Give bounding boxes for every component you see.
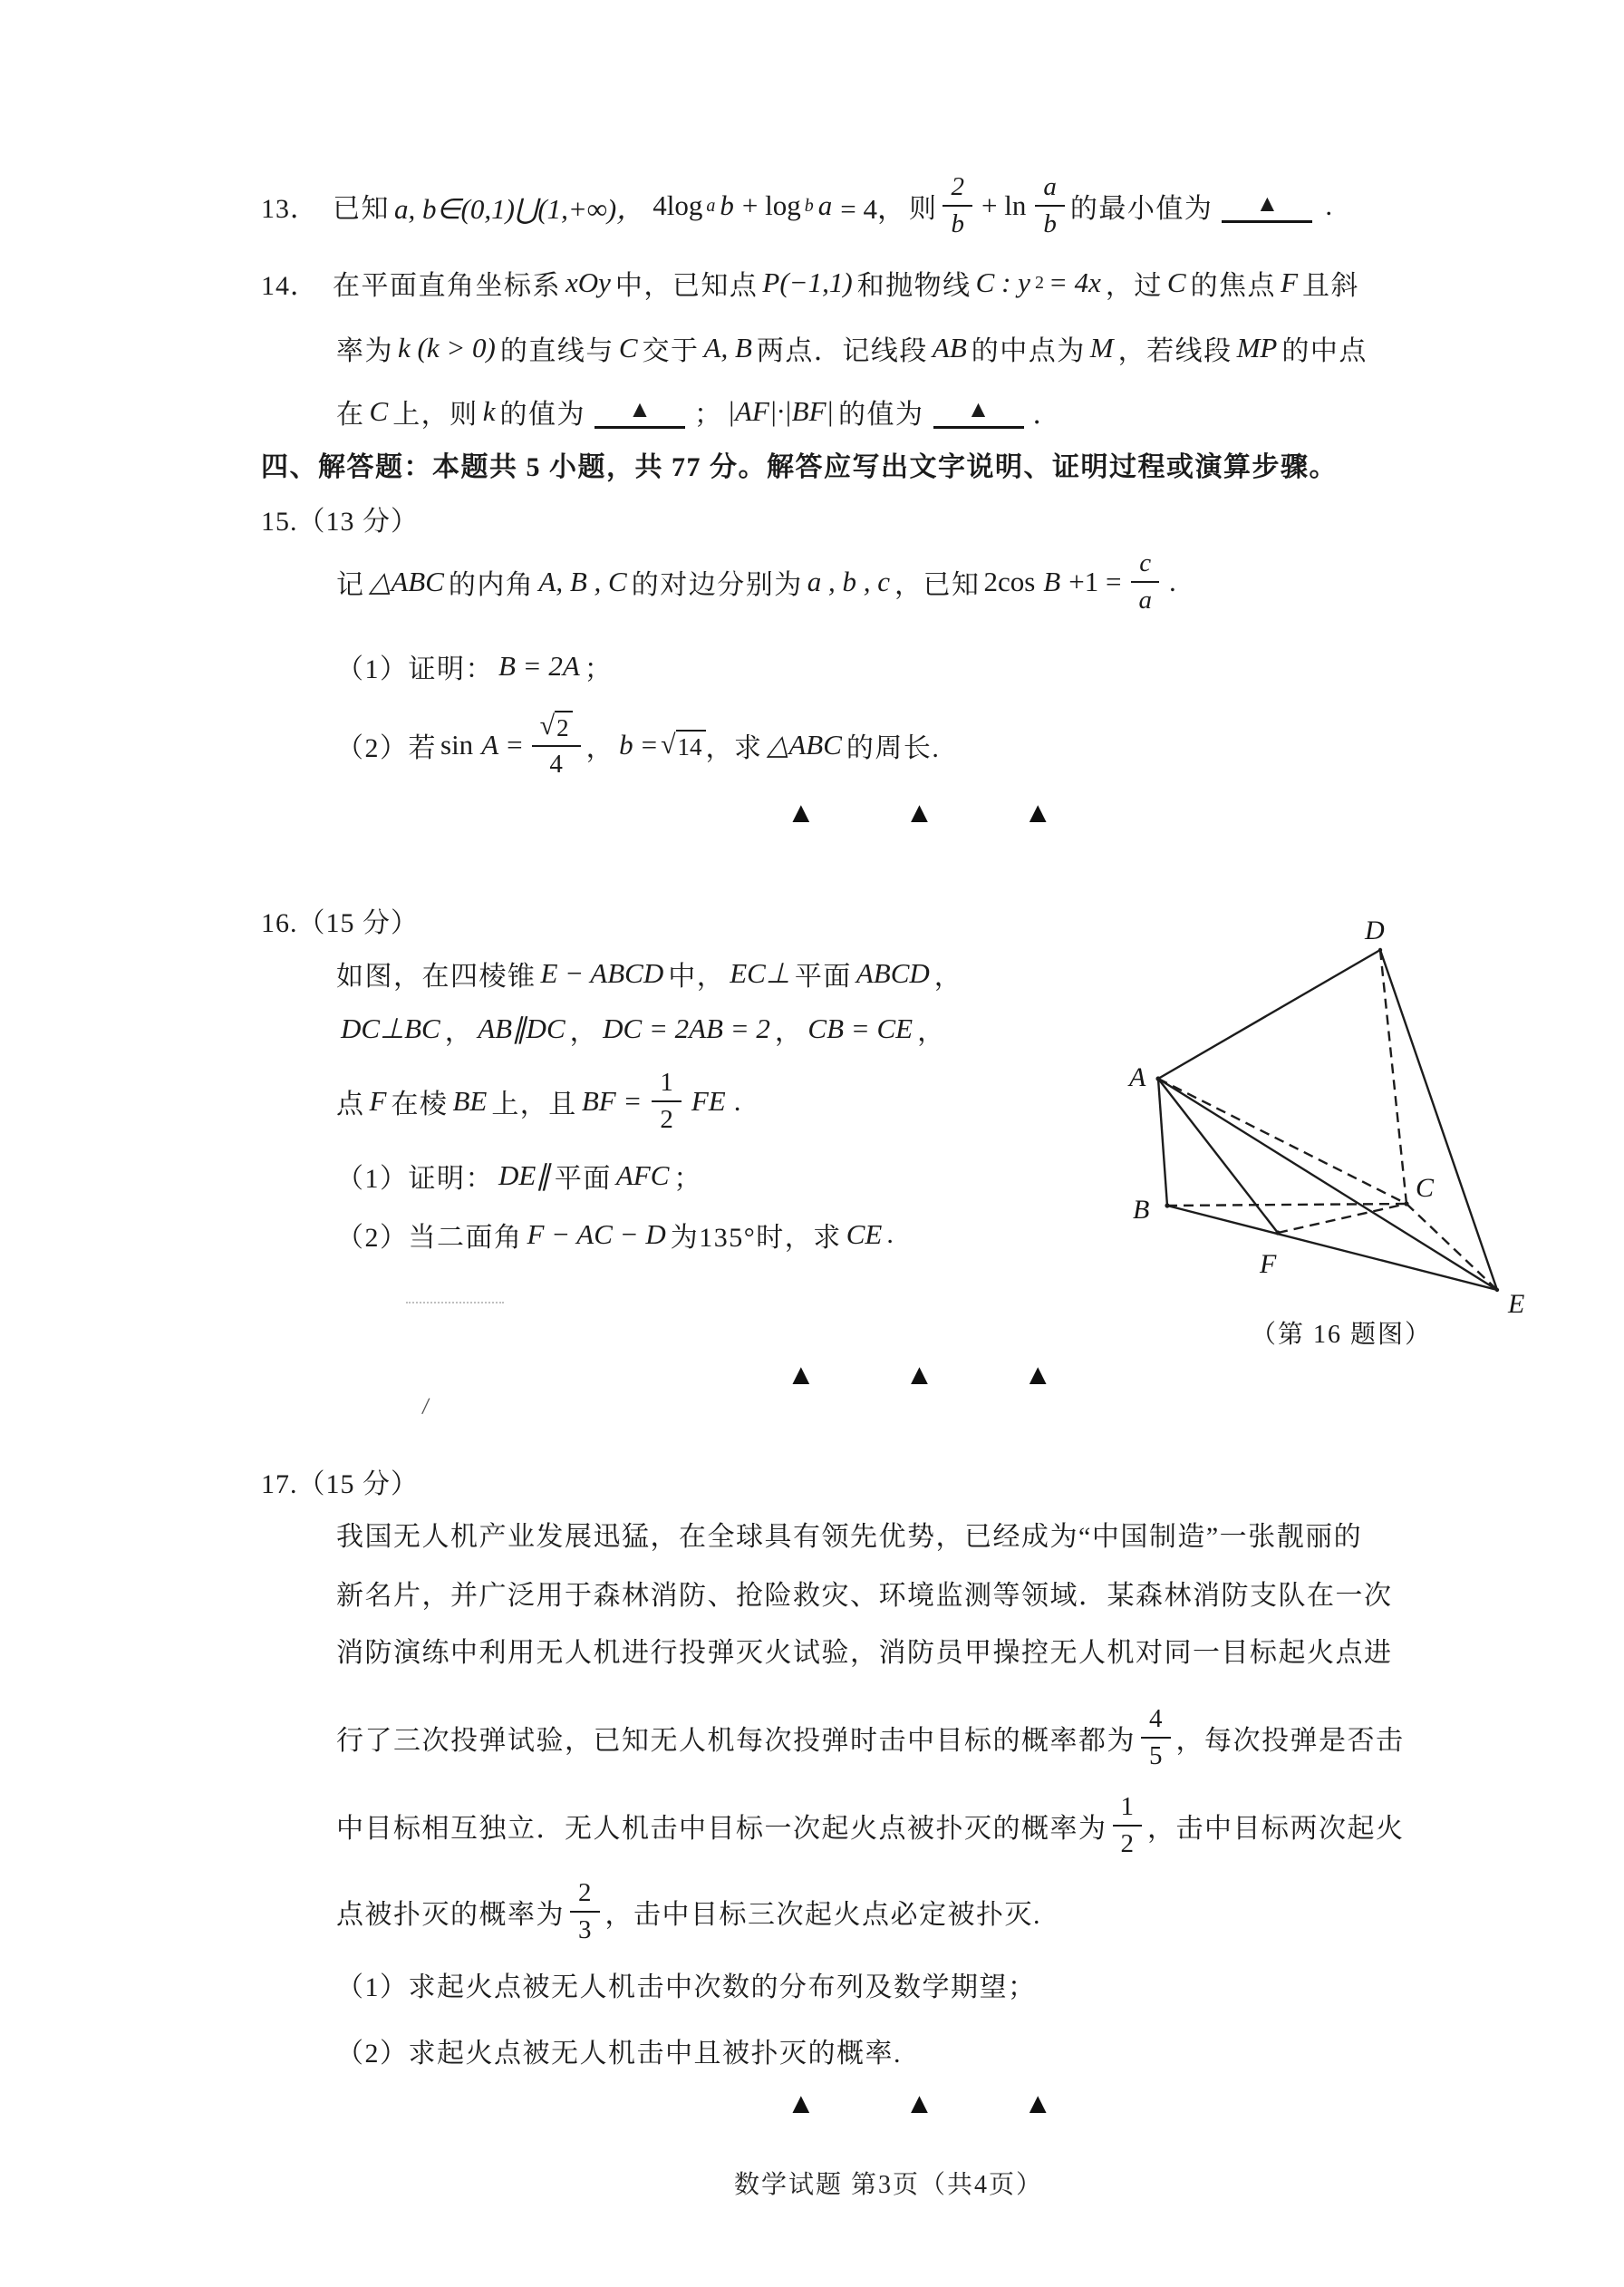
vertex-A-dot (1155, 1076, 1160, 1081)
q16-pyramid-eabcd: E − ABCD (540, 957, 664, 989)
question-15-part1 (336, 644, 613, 688)
q16-figure-caption: （第 16 题图） (1250, 1321, 1432, 1349)
q14-text: 交于 (642, 336, 700, 366)
question-16-number (261, 898, 433, 942)
q15-part2-label: （2）若 (336, 733, 437, 763)
q14-segment-mp: MP (1236, 332, 1278, 363)
q14-eq-4x: = 4x (1048, 266, 1101, 298)
q17-part2-text: （2）求起火点被无人机击中且被扑灭的概率. (336, 2039, 902, 2069)
edge-CE-dashed (1406, 1204, 1497, 1290)
question-17-number (261, 1459, 433, 1503)
question-17-line5 (336, 1778, 1405, 1873)
q14-text: ，若线段 (1117, 336, 1232, 366)
q13-plus-log: + log (741, 189, 801, 221)
q14-text: ，过 (1105, 271, 1163, 301)
scan-artifact-smudge (406, 1302, 504, 1306)
q16-text: ， (933, 962, 963, 992)
q15-text: ， (585, 733, 615, 763)
q14-points-ab: A, B (703, 332, 752, 363)
q14-answer-blank-k (594, 394, 685, 429)
q15-text: ，求 (705, 733, 763, 763)
q17-fraction-1-over-2: $\frac{1}{2}$ (1113, 1792, 1143, 1860)
question-16-line2 (336, 1007, 946, 1051)
q14-answer-marker: ▲ (628, 396, 652, 422)
sqrt-14: √ 14 (661, 730, 705, 761)
label-D: D (1365, 916, 1385, 945)
q15-triangle-abc: △ABC (369, 566, 444, 597)
q16-text: 如图，在四棱锥 (336, 962, 536, 992)
q14-segment-ab: AB (932, 332, 967, 363)
triangle-marker: ▲ (904, 1357, 934, 1391)
q15-2cos: 2cos (983, 566, 1036, 597)
q15-part1-label: （1）证明： (336, 654, 494, 684)
q14-text: 上，则 (392, 400, 478, 430)
q16-dihedral-angle: F − AC − D (527, 1218, 666, 1250)
question-15-body (336, 535, 1180, 629)
question-16-line3 (336, 1054, 744, 1148)
q15-fraction-c-over-a: $\frac{c}{a}$ (1130, 548, 1160, 616)
q16-de-parallel: DE∥ (498, 1159, 550, 1191)
pyramid-svg (1124, 906, 1559, 1316)
question-17-line6 (336, 1865, 1041, 1959)
q17-text-line2: 新名片，并广泛用于森林消防、抢险救灾、环境监测等领域．某森林消防支队在一次 (336, 1581, 1393, 1611)
q15-plus1-eq: +1 = (1068, 566, 1122, 597)
q15-b-equals-2a: B = 2A (498, 650, 580, 682)
q16-text: ； (673, 1164, 702, 1194)
question-14-line3 (336, 390, 1061, 433)
answer-triangles-row-15 (787, 792, 1052, 832)
q17-text: 行了三次投弹试验，已知无人机每次投弹时击中目标的概率都为 (336, 1726, 1136, 1756)
q15-equals: = (507, 729, 523, 761)
q16-plane-abcd: ABCD (856, 957, 930, 989)
q16-text: ， (774, 1017, 804, 1047)
triangle-marker: ▲ (1023, 2086, 1053, 2119)
q14-slope-k: k (k > 0) (398, 332, 496, 363)
question-15-part2 (336, 698, 940, 792)
edge-AB (1158, 1079, 1167, 1206)
q14-text: 的值为 (499, 400, 585, 430)
triangle-marker: ▲ (904, 2086, 934, 2119)
q17-text: 点被扑灭的概率为 (336, 1900, 565, 1930)
q16-text: 在棱 (391, 1090, 449, 1119)
q14-text: ． (1032, 400, 1062, 430)
q13-equals-4: = 4， (840, 192, 905, 225)
label-C: C (1416, 1173, 1435, 1203)
q17-text: 中目标相互独立．无人机击中目标一次起火点被扑灭的概率为 (336, 1814, 1107, 1844)
vertex-C-dot (1404, 1201, 1408, 1206)
answer-triangles-row-16 (787, 1354, 1052, 1394)
q14-text: 且斜 (1302, 271, 1359, 301)
q16-ce: CE (846, 1218, 883, 1250)
q16-text: ， (917, 1017, 946, 1047)
q15-text: ，已知 (894, 570, 981, 600)
q14-math-xoy: xOy (566, 266, 611, 298)
segment-FC-dashed (1278, 1204, 1406, 1233)
diagonal-AC-dashed (1158, 1079, 1406, 1204)
q16-edge-be: BE (452, 1085, 488, 1117)
q16-text: 平面 (554, 1164, 612, 1194)
vertex-B-dot (1165, 1203, 1169, 1207)
edge-AD (1158, 950, 1380, 1079)
q16-ab-parallel-dc: AB∥DC (478, 1013, 566, 1044)
q14-text: 两点．记线段 (756, 336, 928, 366)
q16-text: 点 (336, 1090, 365, 1119)
question-16-part2 (336, 1213, 894, 1256)
q14-text: 的焦点 (1190, 271, 1277, 301)
q14-var-c: C (618, 332, 638, 363)
section-4-heading-text: 四、解答题：本题共 5 小题，共 77 分。解答应写出文字说明、证明过程或演算步骤。 (261, 452, 1338, 482)
q17-text: ，击中目标三次起火点必定被扑灭. (604, 1900, 1041, 1930)
question-17-number-text: 17.（15 分） (261, 1469, 419, 1499)
q15-text: 的内角 (448, 570, 535, 600)
q13-plus-ln: + ln (981, 189, 1027, 221)
question-13 (261, 159, 1336, 253)
q14-answer-marker: ▲ (966, 396, 991, 422)
q13-text-know: 已知 (333, 194, 390, 224)
q15-var-b2: b (619, 729, 633, 761)
q16-text: 为135°时，求 (670, 1223, 842, 1253)
q13-log-sub-a: a (706, 196, 716, 216)
q14-var-f: F (1281, 266, 1298, 298)
edge-AE (1158, 1079, 1497, 1290)
q14-text: ； (693, 400, 723, 430)
triangle-marker: ▲ (787, 1357, 816, 1391)
q16-cb-eq-ce: CB = CE (807, 1013, 914, 1044)
q16-text: 平面 (794, 962, 852, 992)
q15-text: ； (584, 654, 614, 684)
q14-af-bf-product: |AF|·|BF| (727, 395, 835, 427)
question-15-number (261, 497, 433, 540)
q16-var-f: F (369, 1085, 387, 1117)
q15-var-b: B (1043, 566, 1061, 597)
question-17-line4 (336, 1691, 1405, 1785)
q17-text-line1: 我国无人机产业发展迅猛，在全球具有领先优势，已经成为“中国制造”一张靓丽的 (336, 1522, 1363, 1552)
q14-answer-blank-afbf (933, 394, 1024, 429)
section-4-heading (261, 442, 1338, 486)
q13-min-value-text: 的最小值为 (1069, 194, 1213, 224)
triangle-marker: ▲ (1023, 1357, 1053, 1391)
q13-var-b: b (720, 189, 734, 221)
edge-BC-dashed (1167, 1204, 1406, 1206)
q17-text: ，击中目标两次起火 (1147, 1814, 1405, 1844)
q16-fraction-1-over-2: $\frac{1}{2}$ (652, 1068, 682, 1136)
q14-text: 的中点为 (971, 336, 1086, 366)
q14-text: 的直线与 (499, 336, 614, 366)
q16-text: ， (569, 1017, 599, 1047)
question-16-part1 (336, 1154, 702, 1197)
q17-fraction-2-over-3: $\frac{2}{3}$ (570, 1878, 600, 1946)
q16-text: 上，且 (491, 1090, 577, 1119)
q16-bf-eq: BF = (581, 1085, 643, 1117)
triangle-marker: ▲ (904, 795, 934, 829)
question-14-number: 14． (261, 271, 318, 301)
q14-text: 的中点 (1281, 336, 1368, 366)
edge-BE (1167, 1206, 1497, 1290)
triangle-marker: ▲ (787, 2086, 816, 2119)
segment-AF (1158, 1079, 1278, 1233)
q17-text-line3: 消防演练中利用无人机进行投弹灭火试验，消防员甲操控无人机对同一目标起火点进 (336, 1638, 1393, 1668)
answer-triangles-row-17 (787, 2083, 1052, 2123)
vertex-E-dot (1495, 1288, 1499, 1292)
q13-period: . (1325, 189, 1333, 221)
q15-text: 记 (336, 570, 365, 600)
label-B: B (1133, 1195, 1150, 1225)
q16-fe: FE (691, 1085, 726, 1117)
q16-dc-eq: DC = 2AB = 2 (603, 1013, 770, 1044)
q13-fraction-2-over-b: $\frac{2}{b}$ (942, 172, 972, 240)
scan-artifact-slash: / (420, 1391, 431, 1420)
page-footer: 数学试题 第3页（共4页） (734, 2171, 1044, 2199)
q17-text: ，每次投弹是否击 (1175, 1726, 1405, 1756)
q13-answer-blank (1222, 189, 1312, 223)
triangle-marker: ▲ (1023, 795, 1053, 829)
question-17-line1 (336, 1512, 1362, 1555)
question-14-line1 (261, 261, 1359, 305)
q15-sides: a , b , c (807, 566, 890, 597)
q15-var-a: A (481, 729, 499, 761)
q17-fraction-4-over-5: $\frac{4}{5}$ (1141, 1704, 1171, 1772)
q13-var-a: a (817, 189, 833, 221)
vertex-D-dot (1378, 948, 1382, 952)
vertex-F-dot (1275, 1230, 1280, 1235)
q14-parabola-eq: C : y (975, 266, 1030, 298)
q15-sin: sin (440, 729, 474, 761)
q14-text: 中，已知点 (614, 271, 759, 301)
q16-text: . (886, 1219, 895, 1249)
question-16-line1 (336, 952, 962, 995)
q15-triangle-abc2: △ABC (767, 729, 842, 761)
q13-log-sub-b: b (804, 196, 814, 216)
q13-domain-set: a, b∈(0,1)⋃(1,+∞)， (394, 192, 645, 225)
q14-text: 的值为 (838, 400, 924, 430)
q14-text: 率为 (336, 336, 393, 366)
q16-pyramid-figure (1124, 906, 1559, 1316)
q13-log-term: 4log (652, 189, 703, 221)
q16-part1-label: （1）证明： (336, 1164, 494, 1194)
question-16-number-text: 16.（15 分） (261, 908, 419, 938)
q13-answer-marker: ▲ (1255, 190, 1280, 217)
question-17-part2 (336, 2029, 902, 2072)
q15-period: . (1168, 566, 1176, 597)
q15-angles: A, B , C (538, 566, 627, 597)
question-15-number-text: 15.（13 分） (261, 507, 419, 537)
q17-part1-text: （1）求起火点被无人机击中次数的分布列及数学期望； (336, 1972, 1037, 2002)
q16-dc-perp-bc: DC⊥BC (341, 1013, 440, 1044)
q14-text: 和抛物线 (856, 271, 972, 301)
q15-text: 的周长. (846, 733, 941, 763)
label-A: A (1129, 1062, 1146, 1092)
q13-then: 则 (908, 194, 938, 224)
question-17-line3 (336, 1628, 1393, 1672)
q15-equals2: = (641, 729, 658, 761)
q14-text: 在平面直角坐标系 (333, 271, 561, 301)
q16-text: ， (444, 1017, 474, 1047)
q14-var-k: k (482, 395, 496, 427)
sqrt-2: √ 2 (540, 711, 573, 742)
q16-period: . (733, 1085, 741, 1117)
q16-part2-label: （2）当二面角 (336, 1223, 523, 1253)
q14-var-c: C (369, 395, 389, 427)
q14-text: 在 (336, 400, 365, 430)
question-17-line2 (336, 1571, 1393, 1614)
q15-fraction-sqrt2-over-4: √ 2 4 (532, 711, 581, 780)
question-17-part1 (336, 1962, 1037, 2006)
label-E: E (1508, 1289, 1525, 1316)
q16-plane-afc: AFC (615, 1159, 670, 1191)
q14-var-c: C (1166, 266, 1186, 298)
q16-ec-perp: EC⊥ (730, 957, 790, 989)
q14-point-p: P(−1,1) (762, 266, 853, 298)
triangle-marker: ▲ (787, 795, 816, 829)
question-14-line2 (336, 326, 1368, 370)
q14-var-m: M (1089, 332, 1114, 363)
q13-fraction-a-over-b: $\frac{a}{b}$ (1035, 172, 1065, 240)
q16-text: 中， (668, 962, 726, 992)
label-F: F (1260, 1249, 1277, 1279)
q14-squared: 2 (1034, 273, 1044, 293)
q15-text: 的对边分别为 (631, 570, 803, 600)
question-13-number: 13． (261, 194, 318, 224)
